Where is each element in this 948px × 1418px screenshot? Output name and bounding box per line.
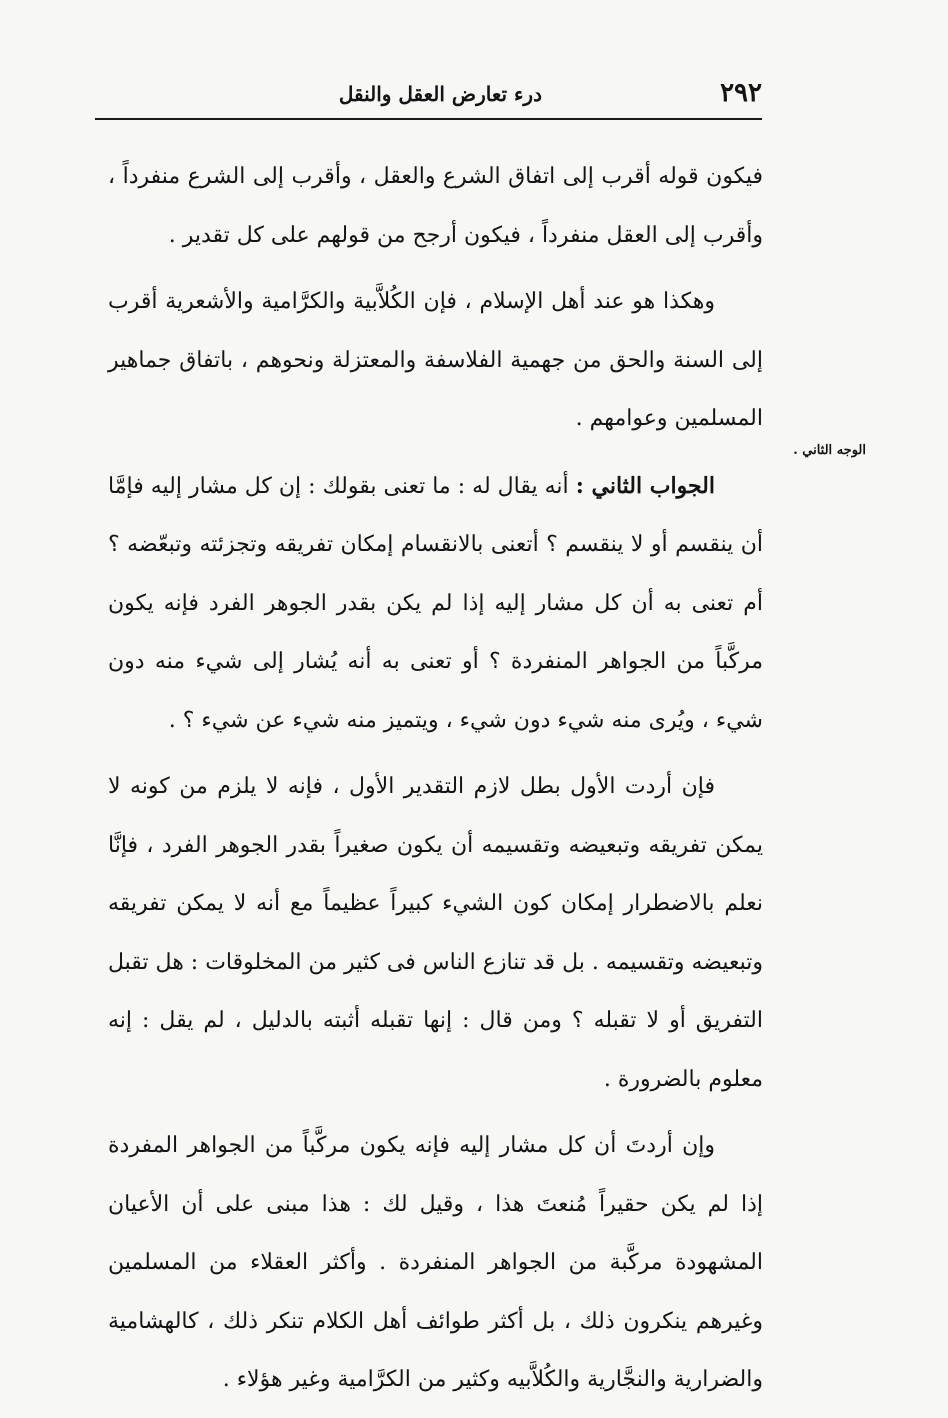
header-rule (95, 118, 762, 120)
page-header (95, 72, 762, 120)
paragraph-3 (108, 457, 763, 751)
paragraph-2: وهكذا هو عند أهل الإسلام ، فإن الكُلاَّبية والكرَّامية والأشعرية أقرب إلى السنة والحق من جهمية الفلاسفة والمعتزلة ونحوهم ، باتفاق جماهير المسلمين وعوامهم . (108, 289, 763, 431)
running-title: درء تعارض العقل والنقل (338, 82, 542, 106)
paragraph-4: فإن أردت الأول بطل لازم التقدير الأول ، فإنه لا يلزم من كونه لا يمكن تفريقه وتبعيضه وتقسيمه أن يكون صغيراً بقدر الجوهر الفرد ، فإنَّا نعلم بالاضطرار إمكان كون الشيء كبيراً عظيماً مع أنه لا يمكن تفريقه وتبعيضه وتقسيمه . بل قد تنازع الناس فى كثير من المخلوقات : هل تقبل التفريق أو لا تقبله ؟ ومن قال : إنها تقبله أثبته بالدليل ، لم يقل : إنه معلوم بالضرورة . (108, 774, 763, 1092)
body-text (108, 148, 763, 1418)
paragraph-5: وإن أردتَ أن كل مشار إليه فإنه يكون مركَّباً من الجواهر المفردة إذا لم يكن حقيراً مُنعتَ هذا ، وقيل لك : هذا مبنى على أن الأعيان المشهودة مركَّبة من الجواهر المنفردة . وأكثر العقلاء من المسلمين وغيرهم ينكرون ذلك ، بل أكثر طوائف أهل الكلام تنكر ذلك ، كالهشامية والضرارية والنجَّارية والكُلاَّبيه وكثير من الكرَّامية وغير هؤلاء . (108, 1133, 763, 1392)
paragraph-1: فيكون قوله أقرب إلى اتفاق الشرع والعقل ، وأقرب إلى الشرع منفرداً ، وأقرب إلى العقل منفرداً ، فيكون أرجح من قولهم على كل تقدير . (108, 164, 763, 248)
margin-note: الوجه الثاني . (793, 443, 866, 458)
paragraph-3-lead: الجواب الثاني : (575, 472, 715, 499)
page-number: ٢٩٢ (720, 78, 762, 108)
paragraph-3-body: أنه يقال له : ما تعنى بقولك : إن كل مشار إليه فإمَّا أن ينقسم أو لا ينقسم ؟ أتعنى بالانقسام إمكان تفريقه وتجزئته وتبعّضه ؟ أم تعنى به أن كل مشار إليه إذا لم يكن بقدر الجوهر الفرد فإنه يكون مركَّباً من الجواهر المنفردة ؟ أو تعنى به أنه يُشار إلى شيء منه دون شيء ، ويُرى منه شيء دون شيء ، ويتميز منه شيء عن شيء ؟ . (108, 473, 764, 733)
